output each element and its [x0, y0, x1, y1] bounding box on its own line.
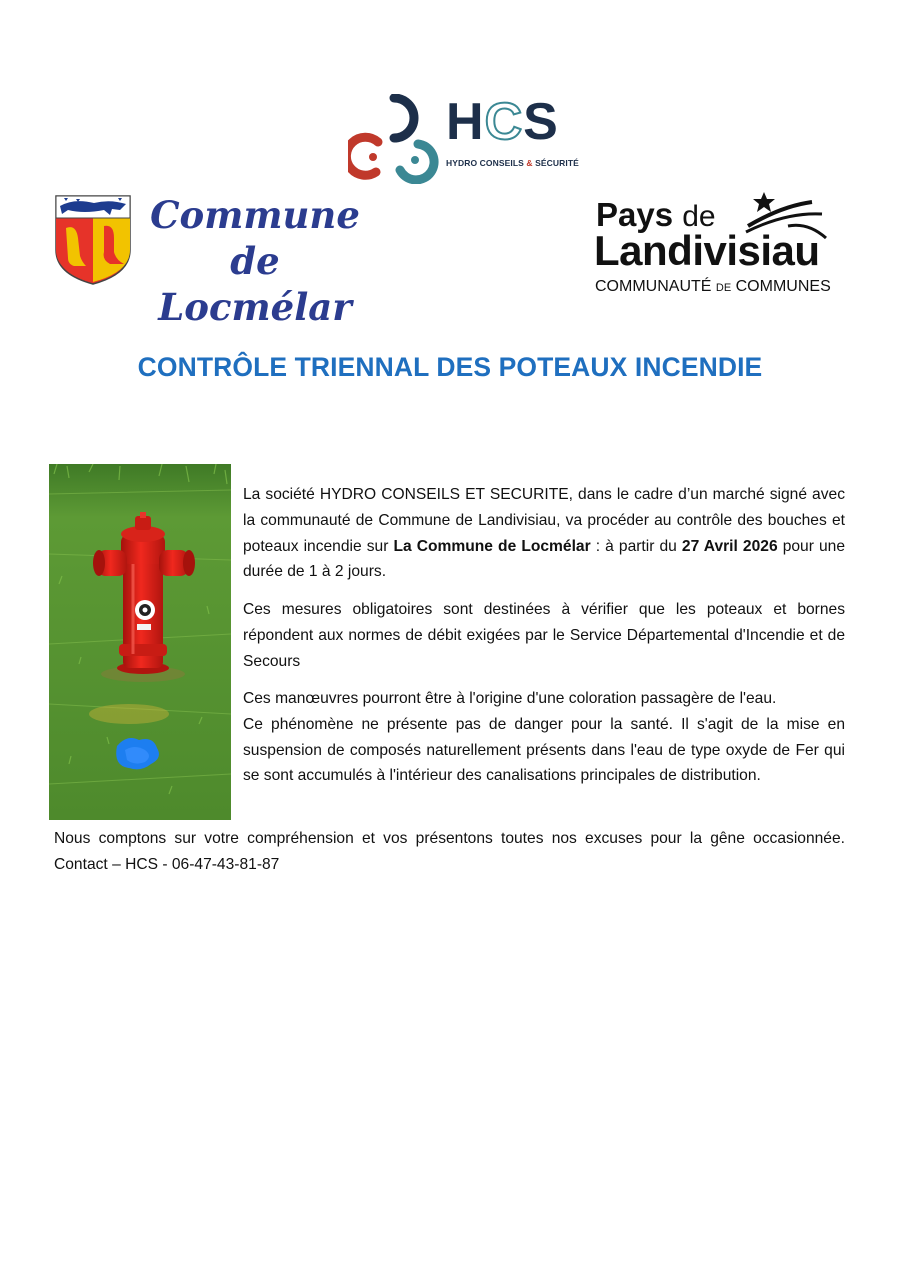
hcs-wordmark: HCS	[446, 93, 559, 151]
pays-de-label: Pays de	[596, 196, 716, 233]
pays-de-landivisiau-logo	[594, 192, 834, 302]
locmelar-coat-of-arms-icon	[54, 194, 132, 286]
hcs-logo	[348, 94, 598, 184]
hcs-triskele-icon	[348, 94, 446, 184]
paragraph-intro: La société HYDRO CONSEILS ET SECURITE, dans le cadre d’un marché signé avec la communauté de Commune de Landivisiau, va procéder au contrôle des bouches et poteaux incendie sur La Commune de Locmélar : à partir du 27 Avril 2026 pour une durée de 1 à 2 jours.	[243, 486, 845, 581]
commune-highlight: La Commune de Locmélar	[393, 537, 591, 555]
paragraph-measures: Ces mesures obligatoires sont destinées à vérifier que les poteaux et bornes répondent aux normes de débit exigées par le Service Départemental d'Incendie et de Secours	[243, 601, 845, 670]
paragraph-coloration: Ces manœuvres pourront être à l'origine d'une coloration passagère de l'eau. Ce phénomène ne présente pas de danger pour la santé. Il s'agit de la mise en suspension de composés naturellement présents dans l'eau de type oxyde de Fer qui se sont accumulés à l'intérieur des canalisations principales de distribution.	[243, 690, 845, 785]
communaute-label: COMMUNAUTÉ DE COMMUNES	[595, 278, 831, 295]
fire-hydrant-photo	[49, 464, 231, 820]
paragraph-contact: Nous comptons sur votre compréhension et vos présentons toutes nos excuses pour la gêne occasionnée. Contact – HCS - 06-47-43-81-87	[54, 830, 845, 873]
date-highlight: 27 Avril 2026	[681, 537, 778, 555]
commune-name-line2: Locmélar	[158, 285, 352, 329]
commune-name	[140, 192, 370, 330]
commune-name-line1: Commune de	[150, 193, 360, 283]
landivisiau-label: Landivisiau	[594, 227, 820, 274]
page-title: CONTRÔLE TRIENNAL DES POTEAUX INCENDIE	[137, 352, 763, 382]
hcs-subtitle: HYDRO CONSEILS & SÉCURITÉ	[446, 158, 579, 168]
